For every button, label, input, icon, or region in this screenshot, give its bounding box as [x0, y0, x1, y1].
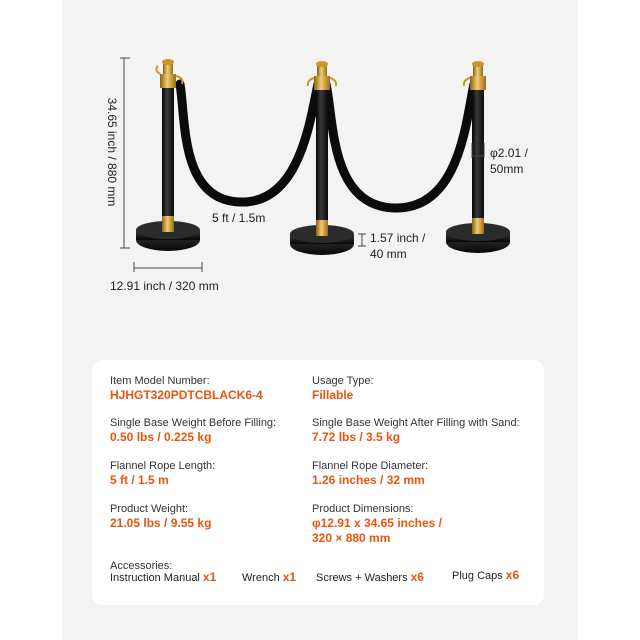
- base-width-dimension: [110, 262, 219, 293]
- accessory-item: [316, 570, 424, 584]
- spec-label: Product Weight:: [110, 503, 189, 515]
- spec-label: Single Base Weight After Filling with Sand:: [312, 417, 520, 429]
- spec-value: 7.72 lbs / 3.5 kg: [312, 430, 401, 444]
- accessory-qty: x1: [202, 570, 217, 584]
- accessory-name: Wrench: [242, 572, 280, 584]
- rope-left: [180, 84, 318, 202]
- rope-length-label: 5 ft / 1.5m: [212, 211, 266, 225]
- spec-rope-diameter: [312, 459, 428, 488]
- spec-weight-after: [312, 416, 520, 445]
- spec-value: Fillable: [312, 388, 354, 402]
- spec-label: Flannel Rope Length:: [110, 460, 216, 472]
- spec-rope-length: [110, 459, 215, 488]
- spec-value: 5 ft / 1.5 m: [110, 473, 169, 487]
- spec-label: Product Dimensions:: [312, 503, 414, 515]
- height-dimension: [105, 58, 130, 248]
- spec-value: HJHGT320PDTCBLACK6-4: [110, 388, 263, 402]
- accessory-item: [110, 570, 216, 584]
- pole-diameter-label-line1: φ2.01 /: [490, 146, 528, 160]
- spec-product-weight: [110, 502, 211, 531]
- spec-card: [92, 360, 544, 605]
- accessory-qty: x1: [282, 570, 297, 584]
- spec-label: Usage Type:: [312, 375, 374, 387]
- height-label: 34.65 inch / 880 mm: [105, 97, 119, 207]
- accessory-item: [452, 568, 519, 582]
- spec-value: 1.26 inches / 32 mm: [312, 473, 425, 487]
- accessories-title: Accessories:: [110, 560, 173, 572]
- spec-label: Flannel Rope Diameter:: [312, 460, 429, 472]
- accessory-item: [242, 570, 296, 584]
- accessory-name: Screws + Washers: [316, 572, 408, 584]
- base-height-label-line1: 1.57 inch /: [370, 231, 426, 245]
- spec-product-dimensions: [312, 502, 442, 546]
- spec-value-line2: 320 × 880 mm: [312, 531, 391, 545]
- accessory-name: Plug Caps: [452, 570, 503, 582]
- spec-label: Item Model Number:: [110, 375, 210, 387]
- rope-right: [326, 84, 474, 208]
- spec-model: [110, 374, 263, 403]
- accessory-qty: x6: [410, 570, 424, 584]
- accessory-name: Instruction Manual: [110, 572, 200, 584]
- spec-weight-before: [110, 416, 276, 445]
- spec-value: 21.05 lbs / 9.55 kg: [110, 516, 212, 530]
- base-width-label: 12.91 inch / 320 mm: [110, 279, 219, 293]
- spec-value-line1: φ12.91 x 34.65 inches /: [312, 516, 443, 530]
- base-height-dimension: [358, 231, 426, 261]
- base-height-label-line2: 40 mm: [370, 247, 407, 261]
- accessory-qty: x6: [505, 568, 520, 582]
- spec-value: 0.50 lbs / 0.225 kg: [110, 430, 212, 444]
- spec-label: Single Base Weight Before Filling:: [110, 417, 277, 429]
- spec-usage: [312, 374, 374, 403]
- pole-diameter-label-line2: 50mm: [490, 162, 524, 176]
